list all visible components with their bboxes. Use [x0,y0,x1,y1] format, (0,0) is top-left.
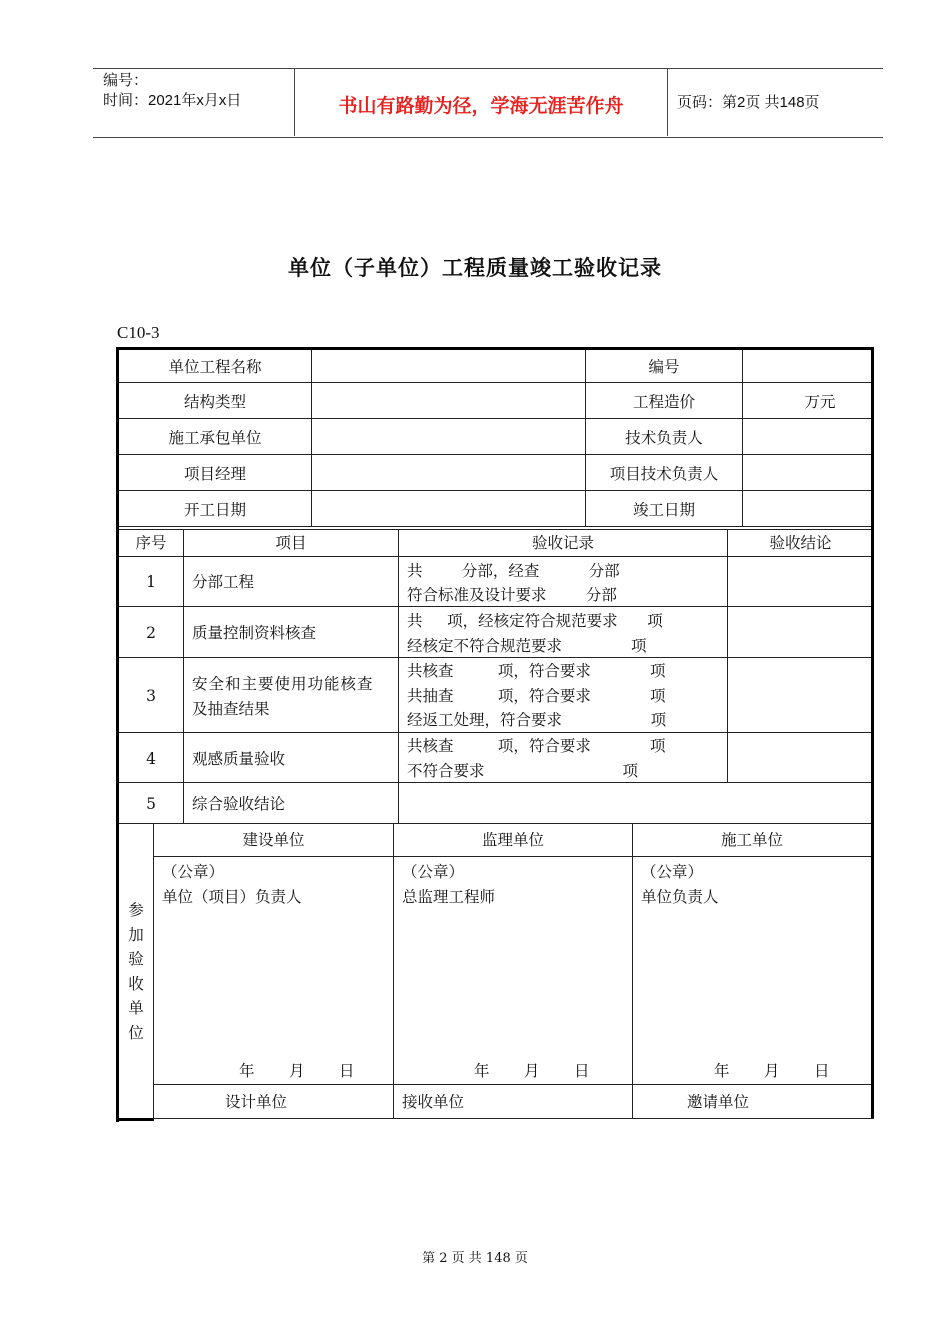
row-item: 分部工程 [192,573,255,591]
design-unit-label: 设计单位 [224,1093,287,1111]
unit-person-label: 总监理工程师 [402,888,496,906]
cost-label: 工程造价 [632,393,695,411]
row-no: 5 [146,795,156,813]
row-conclusion-field[interactable] [728,557,870,606]
row-conclusion-field[interactable] [728,733,870,782]
row-item: 质量控制资料核查 [192,624,317,642]
row-item: 及抽查结果 [192,700,270,718]
unit-header-owner: 建设单位 [242,831,305,849]
project-tech-lead-field[interactable] [743,455,870,490]
row-record-line: 不符合要求 项 [407,762,638,780]
row-conclusion-field[interactable] [728,607,870,657]
overall-conclusion-field[interactable] [399,783,870,823]
number-field[interactable] [743,351,870,382]
row-no: 2 [146,624,156,642]
start-date-field[interactable] [312,491,584,526]
unit-person-label: 单位负责人 [641,888,719,906]
header-divider [294,68,295,136]
start-date-label: 开工日期 [183,501,246,519]
row-no: 1 [146,573,156,591]
receiving-unit-label: 接收单位 [402,1093,465,1111]
project-manager-field[interactable] [312,455,584,490]
row-item: 观感质量验收 [192,750,286,768]
header-motto: 书山有路勤为径，学海无涯苦作舟 [338,95,624,117]
invited-unit-label: 邀请单位 [686,1093,749,1111]
contractor-label: 施工承包单位 [168,429,262,447]
col-header-conclusion: 验收结论 [769,534,832,552]
row-record-line: 经返工处理，符合要求 项 [407,711,667,729]
project-name-field[interactable] [312,351,584,382]
row-record-line: 共核查 项，符合要求 项 [407,737,666,755]
project-manager-label: 项目经理 [183,465,246,483]
row-record-line: 符合标准及设计要求 分部 [407,586,617,604]
row-conclusion-field[interactable] [728,658,870,732]
unit-date: 年 月 日 [474,1062,590,1080]
contractor-field[interactable] [312,419,584,454]
row-no: 3 [146,687,156,705]
row-record-line: 共 分部，经查 分部 [407,562,620,580]
col-header-record: 验收记录 [531,534,594,552]
unit-date: 年 月 日 [239,1062,355,1080]
col-header-item: 项目 [275,534,307,552]
row-record-line: 共 项，经核定符合规范要求 项 [407,612,663,630]
page-title: 单位（子单位）工程质量竣工验收记录 [288,256,662,280]
row-no: 4 [146,750,156,768]
cost-unit: 万元 [804,393,836,411]
header-code-label: 编号： [103,72,149,89]
project-tech-lead-label: 项目技术负责人 [609,465,719,483]
page-footer: 第 2 页 共 148 页 [422,1251,528,1266]
tech-lead-field[interactable] [743,419,870,454]
unit-person-label: 单位（项目）负责人 [162,888,302,906]
row-record-line: 共抽查 项，符合要求 项 [407,687,666,705]
row-record-line: 经核定不符合规范要求 项 [407,637,647,655]
unit-seal-label: （公章） [162,863,225,881]
unit-header-contractor: 施工单位 [720,831,783,849]
form-code: C10-3 [117,323,160,342]
row-record-line: 共核查 项，符合要求 项 [407,662,666,680]
unit-header-supervisor: 监理单位 [481,831,544,849]
header-divider [667,68,668,136]
header-time: 时间：2021年x月x日 [103,92,242,109]
project-name-label: 单位工程名称 [168,358,262,376]
number-label: 编号 [648,358,680,376]
unit-date: 年 月 日 [714,1062,830,1080]
unit-seal-label: （公章） [402,863,465,881]
col-header-no: 序号 [135,534,167,552]
structure-type-field[interactable] [312,383,584,418]
row-item: 综合验收结论 [192,795,286,813]
structure-type-label: 结构类型 [183,393,246,411]
row-item: 安全和主要使用功能核查 [192,675,374,693]
header-page-info: 页码：第2页 共148页 [677,94,820,111]
unit-seal-label: （公章） [641,863,704,881]
tech-lead-label: 技术负责人 [625,429,703,447]
participants-side-label: 参 加 验 收 单 位 [128,901,144,1042]
finish-date-field[interactable] [743,491,870,526]
finish-date-label: 竣工日期 [632,501,695,519]
